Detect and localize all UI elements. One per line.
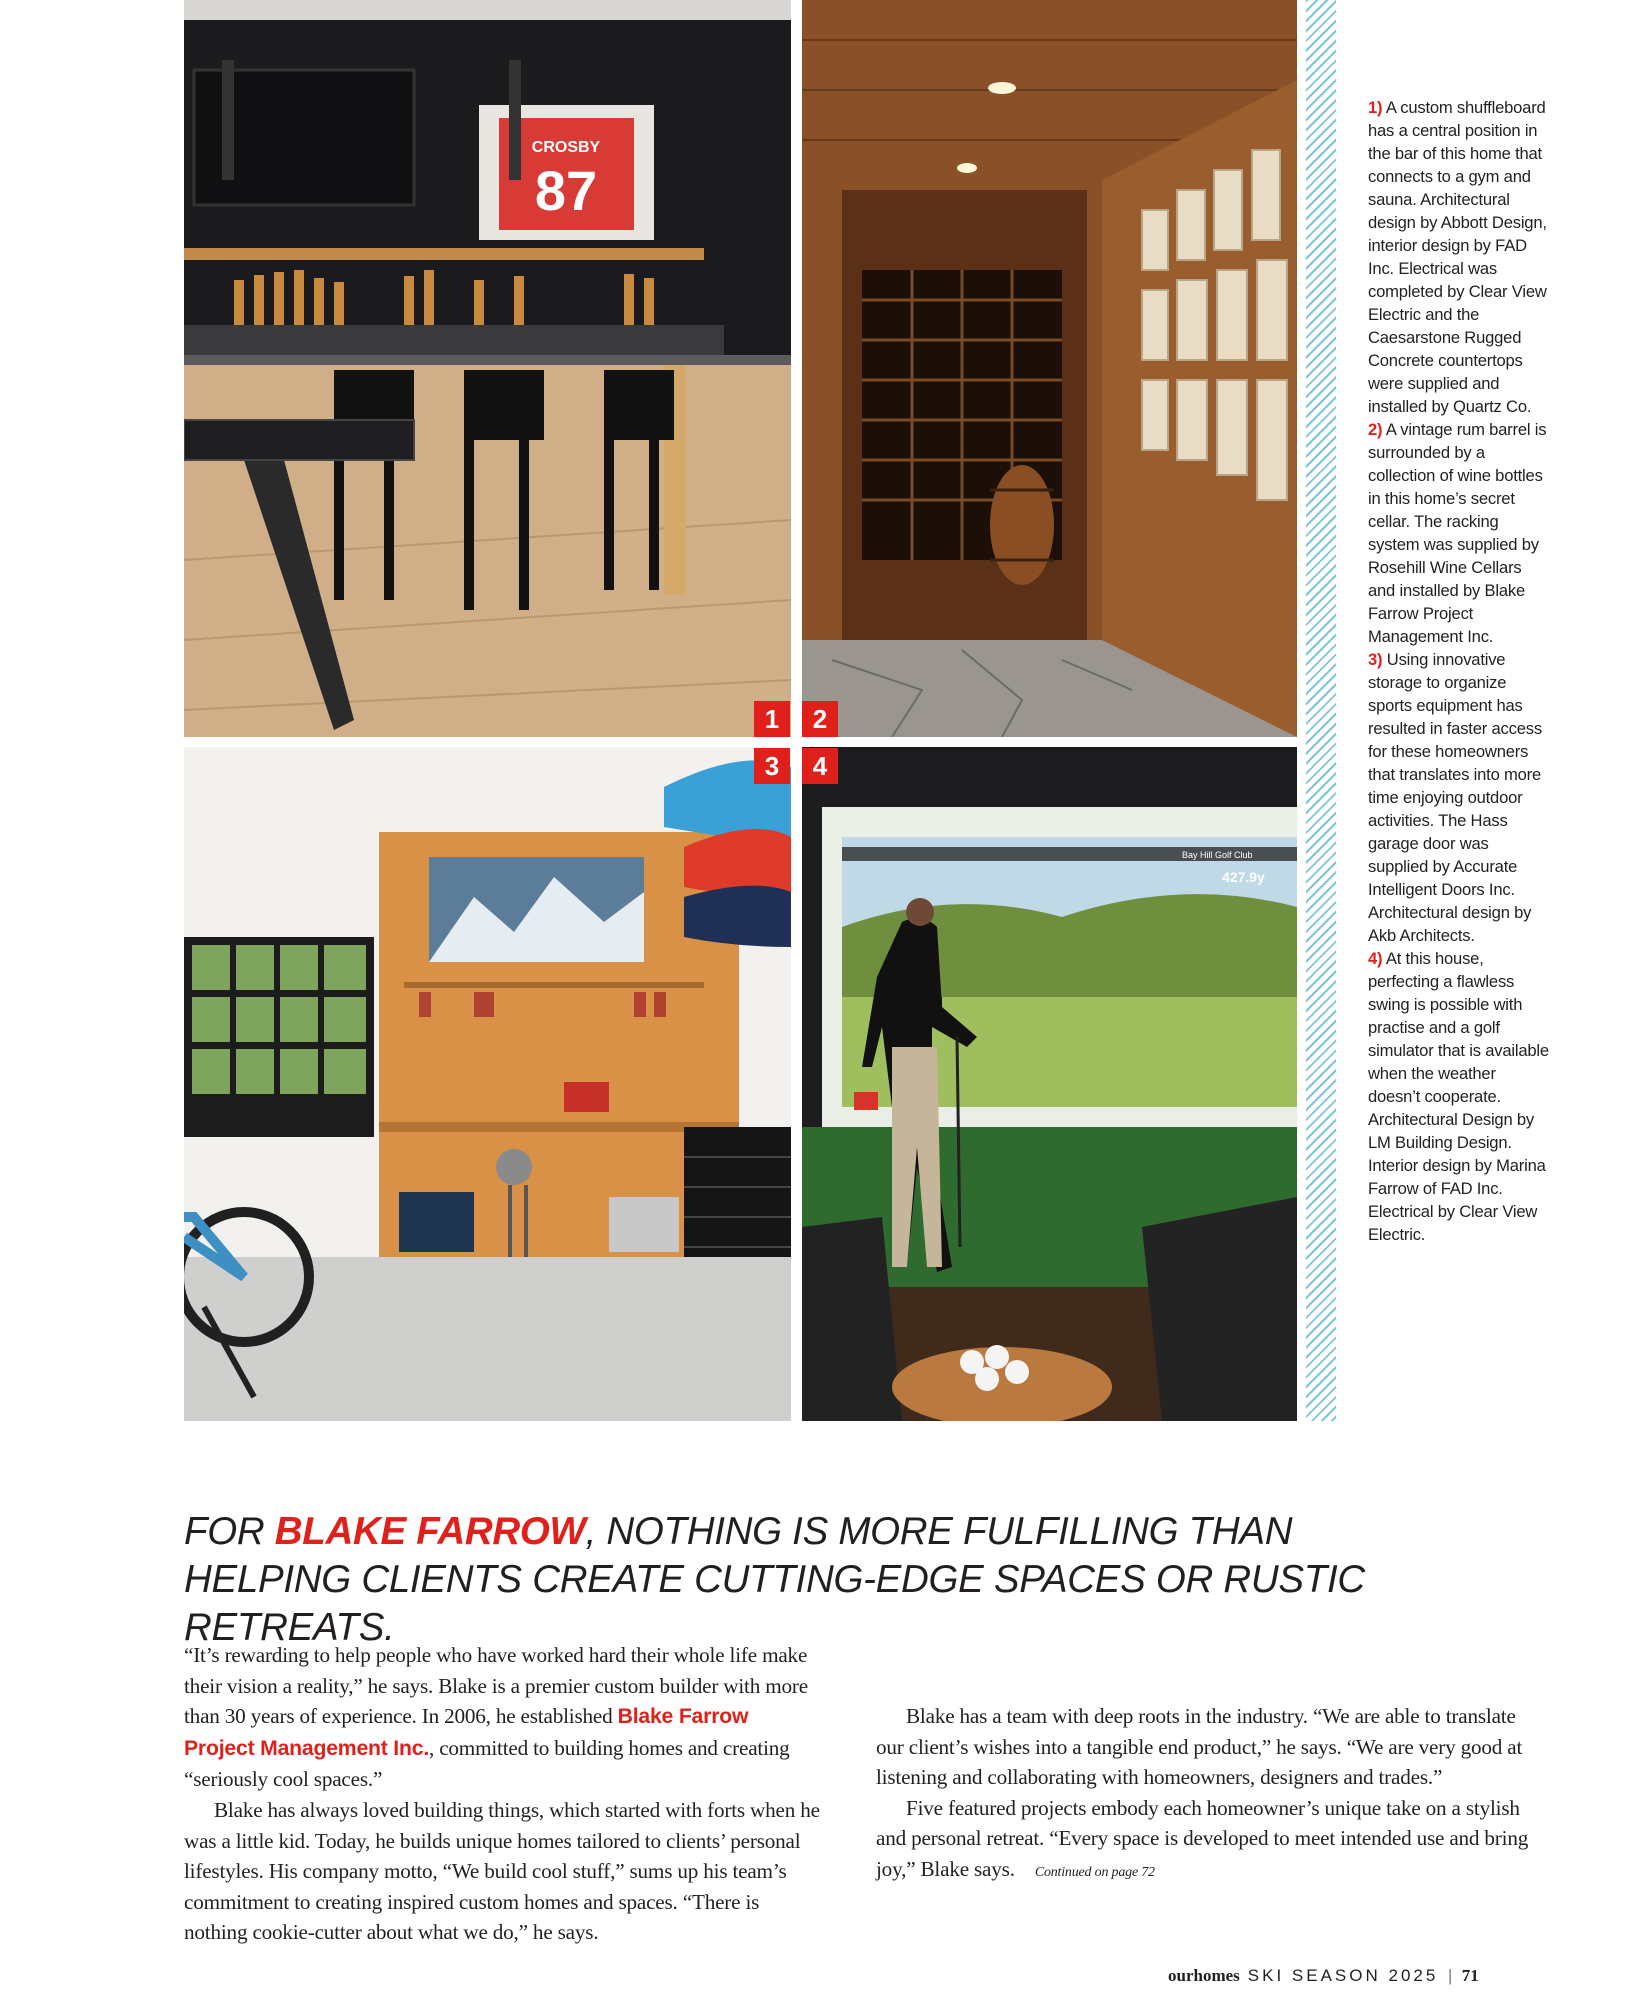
photo-number-badge: 1: [754, 701, 790, 737]
caption-3: [1368, 648, 1550, 947]
wine-cellar-photo: [802, 0, 1297, 737]
issue-season: SKI SEASON 2025: [1247, 1966, 1439, 1985]
bar-shuffleboard-photo: [184, 0, 791, 737]
caption-text: A custom shuffleboard has a central position in the bar of this home that connects to a gym and sauna. Architectural design by Abbott Design, interior design by FAD Inc. Electrical was completed by Clear View Electric and the Caesarstone Rugged Concrete countertops were supplied and installed by Quartz Co.: [1368, 98, 1547, 416]
caption-number: 3): [1368, 650, 1383, 669]
company-name: Blake Farrow Project Management Inc.: [184, 1705, 749, 1760]
photo-number-badge: 2: [802, 701, 838, 737]
continued-note: Continued on page 72: [1034, 1864, 1155, 1880]
caption-text: At this house, perfecting a flawless swing is possible with practise and a golf simulator that is available when the weather doesn’t cooperate. Architectural Design by LM Building Design. Interior design by Marina Farrow of FAD Inc. Electrical by Clear View Electric.: [1368, 949, 1549, 1244]
photo-number-badge: 4: [802, 748, 838, 784]
body-paragraph: [184, 1640, 820, 1795]
photo-number-badge: 3: [754, 748, 790, 784]
caption-1: [1368, 96, 1550, 418]
golf-distance-label: 427.9y: [1222, 869, 1265, 885]
jersey-name-text: CROSBY: [531, 139, 601, 156]
body-column-right: [876, 1640, 1542, 1889]
body-text: Five featured projects embody each homeowner’s unique take on a stylish and personal retreat. “Every space is developed to meet intended use and bring joy,” Blake says.: [876, 1795, 1529, 1881]
caption-text: Using innovative storage to organize sports equipment has resulted in faster access for these homeowners that translates into more time enjoying outdoor activities. The Hass garage door was supplied by Accurate Intelligent Doors Inc. Architectural design by Akb Architects.: [1368, 650, 1542, 945]
golf-course-label: Bay Hill Golf Club: [1182, 850, 1253, 860]
page-footer: [1168, 1966, 1479, 1986]
body-column-left: [184, 1640, 820, 1948]
body-text: , committed to building homes and creating “seriously cool spaces.”: [184, 1735, 790, 1792]
footer-separator: |: [1448, 1966, 1452, 1985]
magazine-brand: ourhomes: [1168, 1966, 1240, 1985]
headline-prefix: FOR: [184, 1510, 275, 1553]
body-text: “It’s rewarding to help people who have worked hard their whole life make their vision a reality,” he says. Blake is a premier custom builder with more than 30 years of experience. In 2006, he established: [184, 1643, 808, 1729]
pull-quote-headline: [184, 1508, 1444, 1652]
headline-name: BLAKE FARROW: [274, 1510, 586, 1553]
jersey-number-text: 87: [534, 159, 598, 222]
photo-captions: [1368, 96, 1550, 1246]
body-paragraph: Blake has a team with deep roots in the industry. “We are able to translate our client’s wishes into a tangible end product,” he says. “We are very good at listening and collaborating with homeowners, designers and trades.”: [876, 1704, 1523, 1790]
body-paragraph: Blake has always loved building things, which started with forts when he was a little kid. Today, he builds unique homes tailored to clients’ personal lifestyles. His company motto, “We build cool stuff,” sums up his team’s commitment to creating inspired custom homes and spaces. “There is nothing cookie-cutter about what we do,” he says.: [184, 1797, 820, 1945]
headline-rest: , NOTHING IS MORE FULFILLING THAN HELPING CLIENTS CREATE CUTTING-EDGE SPACES OR RUSTIC RETREATS.: [184, 1510, 1365, 1649]
caption-number: 4): [1368, 949, 1383, 968]
caption-number: 1): [1368, 98, 1383, 117]
caption-2: [1368, 418, 1550, 648]
golf-simulator-photo: [802, 747, 1297, 1421]
garage-storage-photo: [184, 747, 791, 1421]
page-number: 71: [1461, 1966, 1479, 1985]
decorative-stripe-bar: [1306, 0, 1336, 1421]
caption-text: A vintage rum barrel is surrounded by a collection of wine bottles in this home’s secret cellar. The racking system was supplied by Rosehill Wine Cellars and installed by Blake Farrow Project Management Inc.: [1368, 420, 1547, 646]
caption-number: 2): [1368, 420, 1383, 439]
body-paragraph: [876, 1793, 1542, 1889]
caption-4: [1368, 947, 1550, 1246]
